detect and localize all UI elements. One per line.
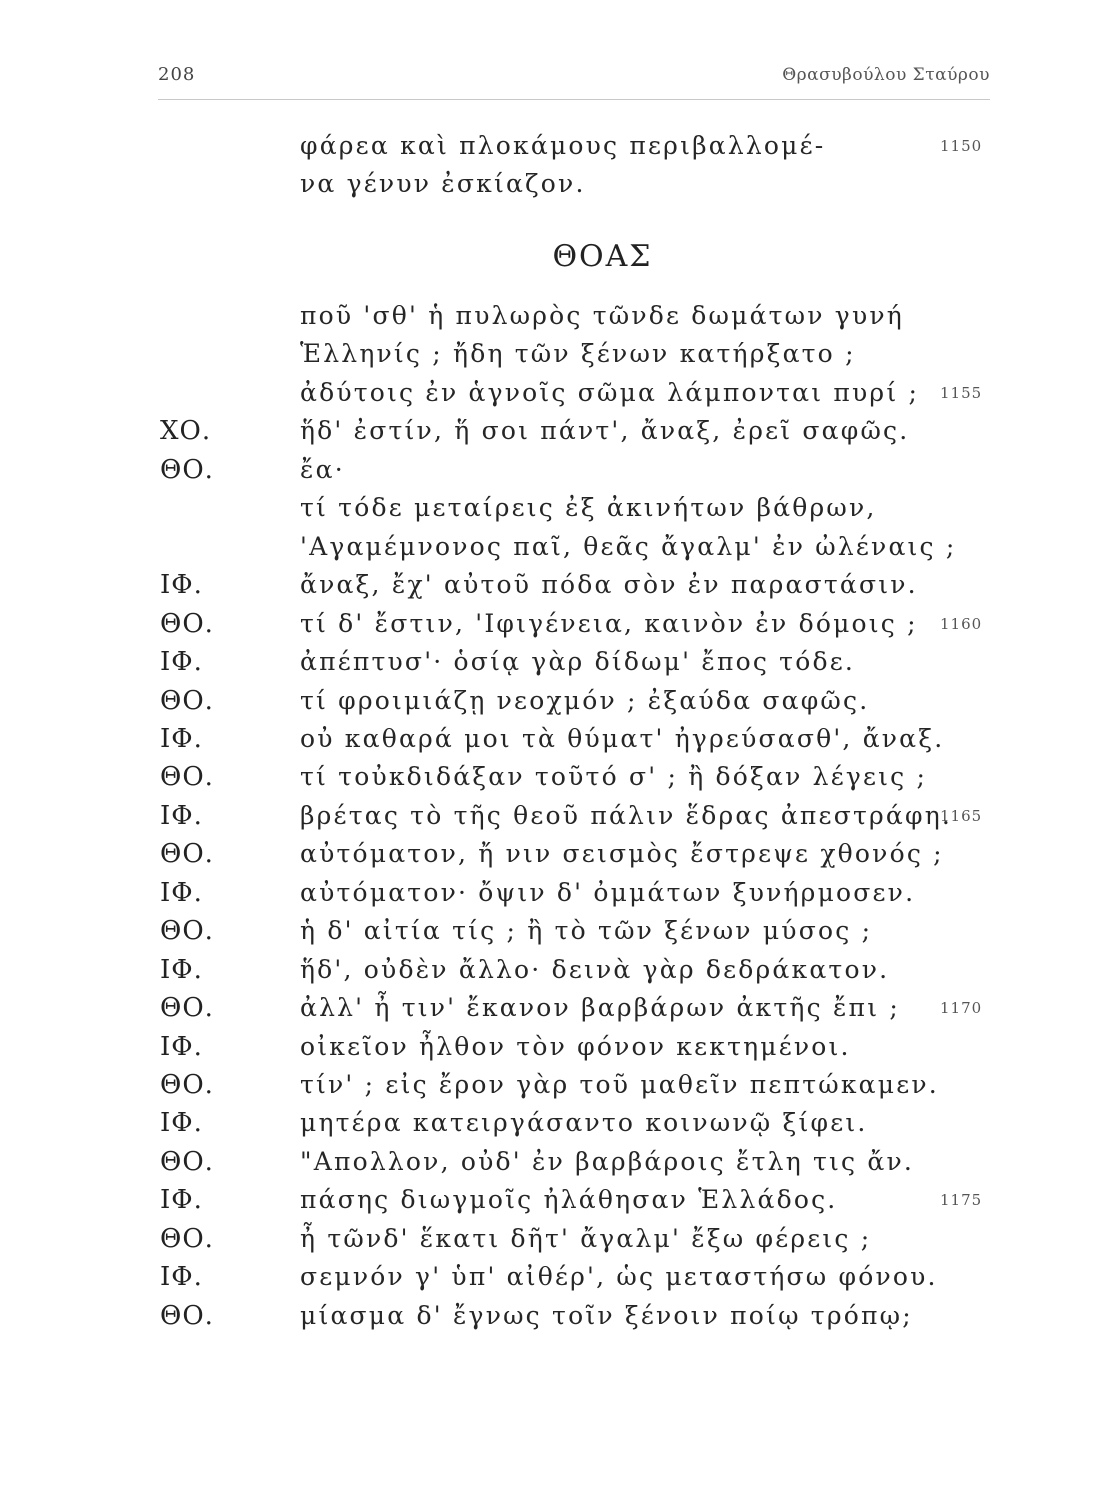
speaker-label: ΧΟ.: [160, 416, 212, 447]
dialogue-line: [0, 606, 1113, 642]
speaker-label: ΘΟ.: [160, 685, 214, 716]
speaker-label: ΙΦ.: [160, 1185, 203, 1216]
dialogue-line: [0, 452, 1113, 488]
speaker-label: ΙΦ.: [160, 877, 203, 908]
verse-text: ποῦ 'σθ' ἡ πυλωρὸς τῶνδε δωμάτων γυνή: [300, 301, 904, 330]
speaker-label: ΘΟ.: [160, 454, 214, 485]
verse-text: οἰκεῖον ἦλθον τὸν φόνον κεκτημένοι.: [300, 1031, 851, 1061]
speaker-label: ΙΦ.: [160, 1108, 203, 1139]
dialogue-line: [0, 1067, 1113, 1103]
verse-text: βρέτας τὸ τῆς θεοῦ πάλιν ἕδρας ἀπεστράφη.: [300, 800, 953, 830]
verse-text: μητέρα κατειργάσαντο κοινωνῷ ξίφει.: [300, 1108, 868, 1138]
verse-text: οὐ καθαρά μοι τὰ θύματ' ἠγρεύσασθ', ἄναξ.: [300, 723, 945, 753]
speaker-label: ΘΟ.: [160, 839, 214, 870]
verse-text: τί τόδε μεταίρεις ἐξ ἀκινήτων βάθρων,: [300, 493, 877, 523]
verse-text: τί φροιμιάζῃ νεοχμόν ; ἐξαύδα σαφῶς.: [300, 685, 870, 715]
dialogue-line: [0, 1182, 1113, 1218]
verse-text: ἄναξ, ἔχ' αὐτοῦ πόδα σὸν ἐν παραστάσιν.: [300, 570, 918, 600]
verse-text: τί τοὐκδιδάξαν τοῦτό σ' ; ἢ δόξαν λέγεις ;: [300, 762, 928, 792]
verse-text: "Απολλον, οὐδ' ἐν βαρβάροις ἔτλη τις ἄν.: [300, 1146, 915, 1176]
verse-text: αὐτόματον, ἤ νιν σεισμὸς ἔστρεψε χθονός ;: [300, 839, 944, 869]
speaker-label: ΘΟ.: [160, 762, 214, 793]
verse-line: [0, 128, 1113, 164]
dialogue-line: [0, 759, 1113, 795]
dialogue-line: [0, 836, 1113, 872]
dialogue-line: [0, 913, 1113, 949]
line-number: 1175: [940, 1191, 983, 1210]
speaker-label: ΘΟ.: [160, 1223, 214, 1254]
speaker-label: ΙΦ.: [160, 723, 203, 754]
verse-text: αὐτόματον· ὄψιν δ' ὀμμάτων ξυνήρμοσεν.: [300, 877, 916, 907]
verse-text: ἔα·: [300, 454, 345, 484]
verse-text: ἦ τῶνδ' ἕκατι δῆτ' ἄγαλμ' ἔξω φέρεις ;: [300, 1223, 872, 1253]
speaker-label: ΘΟ.: [160, 916, 214, 947]
dialogue-line: [0, 298, 1113, 334]
speaker-label: ΙΦ.: [160, 1262, 203, 1293]
speaker-label: ΘΟ.: [160, 608, 214, 639]
verse-text: ἥδ', οὐδὲν ἄλλο· δεινὰ γὰρ δεδράκατον.: [300, 954, 890, 984]
dialogue-line: [0, 1105, 1113, 1141]
verse-text: πάσης διωγμοῖς ἠλάθησαν Ἑλλάδος.: [300, 1185, 838, 1215]
dialogue-line: [0, 798, 1113, 834]
dialogue-line: [0, 952, 1113, 988]
verse-text: ἀλλ' ἦ τιν' ἔκανον βαρβάρων ἀκτῆς ἔπι ;: [300, 993, 900, 1023]
speaker-label: ΙΦ.: [160, 647, 203, 678]
dialogue-line: [0, 644, 1113, 680]
verse-text: ἡ δ' αἰτία τίς ; ἢ τὸ τῶν ξένων μύσος ;: [300, 916, 873, 946]
speaker-label: ΙΦ.: [160, 1031, 203, 1062]
speaker-label: ΙΦ.: [160, 570, 203, 601]
speaker-label: ΙΦ.: [160, 954, 203, 985]
dialogue-line: [0, 1259, 1113, 1295]
header-rule: [158, 99, 990, 100]
verse-text: ἀπέπτυσ'· ὁσίᾳ γὰρ δίδωμ' ἔπος τόδε.: [300, 647, 856, 677]
line-number: 1160: [940, 614, 983, 633]
verse-text: φάρεα καὶ πλοκάμους περιβαλλομέ-: [300, 131, 826, 160]
dialogue-line: [0, 1029, 1113, 1065]
dialogue-line: [0, 990, 1113, 1026]
section-heading: ΘΟΑΣ: [552, 239, 653, 274]
verse-text: 'Αγαμέμνονος παῖ, θεᾶς ἄγαλμ' ἐν ὠλέναις ;: [300, 531, 957, 561]
verse-text: τί δ' ἔστιν, 'Ιφιγένεια, καινὸν ἐν δόμοις ;: [300, 608, 918, 638]
verse-text: μίασμα δ' ἔγνως τοῖν ξένοιν ποίῳ τρόπῳ;: [300, 1300, 913, 1330]
running-head: [158, 64, 990, 94]
dialogue-line: [0, 1221, 1113, 1257]
dialogue-line: [0, 490, 1113, 526]
verse-text: σεμνόν γ' ὑπ' αἰθέρ', ὡς μεταστήσω φόνου.: [300, 1262, 938, 1292]
speaker-label: ΘΟ.: [160, 1300, 214, 1331]
dialogue-line: [0, 721, 1113, 757]
verse-text: τίν' ; εἰς ἔρον γὰρ τοῦ μαθεῖν πεπτώκαμεν.: [300, 1070, 939, 1099]
line-number: 1155: [940, 383, 983, 402]
line-number: 1150: [940, 137, 983, 155]
dialogue-line: [0, 375, 1113, 411]
running-title: Θρασυβούλου Σταύρου: [782, 65, 990, 85]
dialogue-line: [0, 683, 1113, 719]
verse-text: ἥδ' ἐστίν, ἥ σοι πάντ', ἄναξ, ἐρεῖ σαφῶς.: [300, 416, 910, 446]
dialogue-line: [0, 336, 1113, 372]
speaker-label: ΘΟ.: [160, 1070, 214, 1100]
dialogue-line: [0, 1144, 1113, 1180]
dialogue-line: [0, 413, 1113, 449]
dialogue-line: [0, 567, 1113, 603]
speaker-label: ΙΦ.: [160, 800, 203, 831]
verse-text: ἀδύτοις ἐν ἁγνοῖς σῶμα λάμπονται πυρί ;: [300, 377, 920, 407]
dialogue-line: [0, 1298, 1113, 1334]
verse-line: [0, 166, 1113, 202]
dialogue-line: [0, 875, 1113, 911]
dialogue-line: [0, 529, 1113, 565]
line-number: 1165: [940, 806, 983, 825]
verse-text: Ἑλληνίς ; ἤδη τῶν ξένων κατήρξατο ;: [300, 339, 856, 369]
speaker-label: ΘΟ.: [160, 1146, 214, 1177]
verse-text: να γένυν ἐσκίαζον.: [300, 169, 586, 198]
page-number: 208: [158, 64, 196, 85]
speaker-label: ΘΟ.: [160, 993, 214, 1024]
line-number: 1170: [940, 999, 983, 1018]
